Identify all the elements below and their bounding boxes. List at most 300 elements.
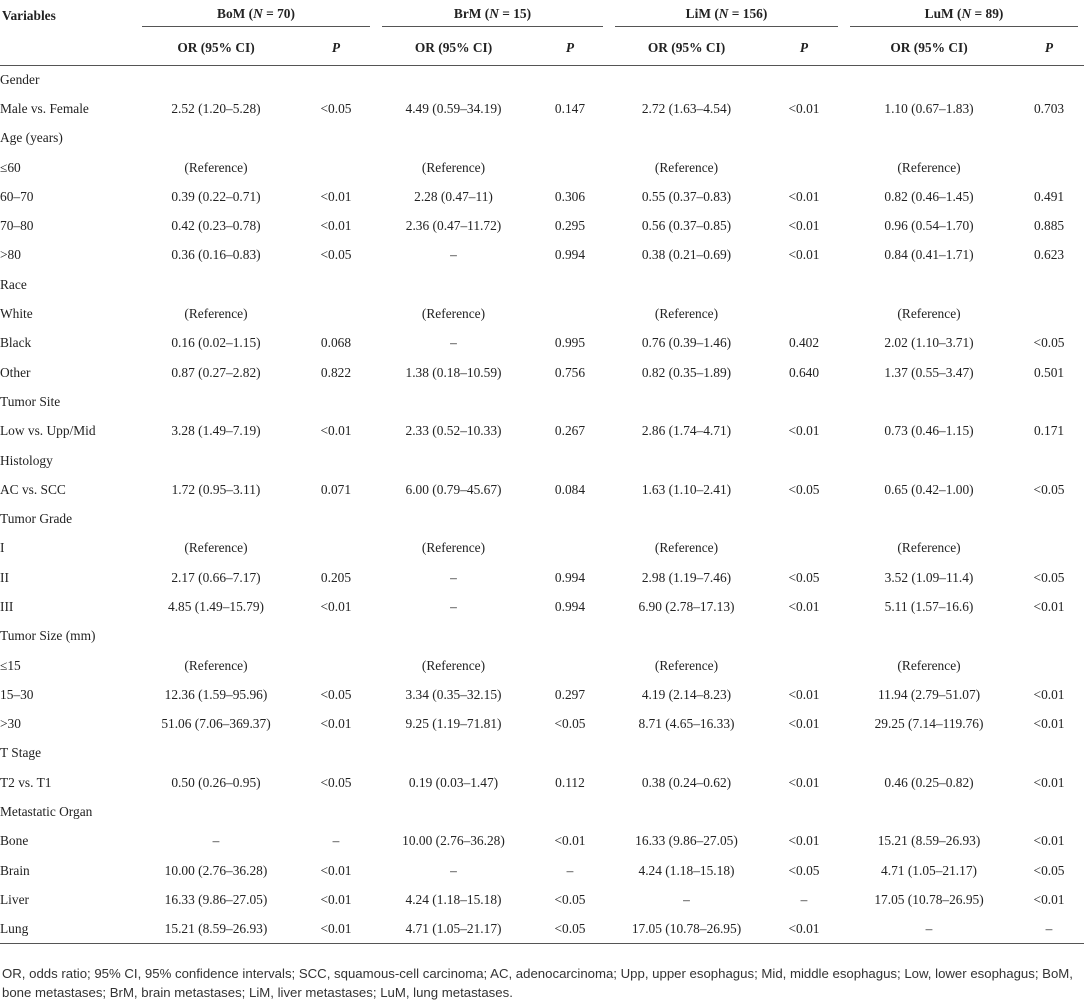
or-cell: 1.37 (0.55–3.47) xyxy=(884,364,974,380)
p-cell: 0.623 xyxy=(1033,247,1065,263)
p-cell: <0.05 xyxy=(320,774,352,790)
or-cell xyxy=(136,622,296,651)
p-cell: <0.01 xyxy=(788,686,820,702)
or-cell: 2.02 (1.10–3.71) xyxy=(884,335,974,351)
table-row xyxy=(0,768,1084,797)
or-cell: 9.25 (1.19–71.81) xyxy=(405,716,502,732)
group-header-row xyxy=(0,0,1084,32)
p-cell xyxy=(764,270,844,299)
p-cell: <0.01 xyxy=(764,915,844,944)
p-cell xyxy=(764,739,844,768)
table-row xyxy=(0,856,1084,885)
or-cell xyxy=(136,124,296,153)
or-header: OR (95% CI) xyxy=(376,32,531,65)
p-cell: <0.01 xyxy=(296,915,376,944)
or-cell xyxy=(376,446,531,475)
p-cell: 0.068 xyxy=(320,335,352,351)
or-cell xyxy=(376,387,531,416)
or-cell: (Reference) xyxy=(421,657,486,673)
or-cell: (Reference) xyxy=(654,657,719,673)
variables-header: Variables xyxy=(2,8,56,23)
p-header: P xyxy=(764,32,844,65)
or-cell xyxy=(376,739,531,768)
p-cell: – xyxy=(332,833,340,849)
p-cell xyxy=(531,153,609,182)
p-cell xyxy=(1014,622,1084,651)
table-row xyxy=(0,153,1084,182)
or-cell xyxy=(136,739,296,768)
row-label: 70–80 xyxy=(0,218,34,234)
or-cell: 8.71 (4.65–16.33) xyxy=(638,716,735,732)
or-cell: (Reference) xyxy=(654,540,719,556)
p-cell: 0.994 xyxy=(554,247,586,263)
p-cell: <0.05 xyxy=(788,569,820,585)
category-label: Age (years) xyxy=(0,130,63,146)
p-cell: 0.267 xyxy=(554,423,586,439)
p-cell: <0.05 xyxy=(1033,569,1065,585)
row-label: Male vs. Female xyxy=(0,100,89,116)
or-header: OR (95% CI) xyxy=(609,32,764,65)
p-cell: <0.01 xyxy=(788,188,820,204)
p-cell xyxy=(296,797,376,826)
or-cell: (Reference) xyxy=(654,306,719,322)
p-cell: <0.05 xyxy=(320,100,352,116)
or-cell: 0.73 (0.46–1.15) xyxy=(884,423,974,439)
p-cell: – xyxy=(566,862,574,878)
p-cell: <0.01 xyxy=(788,833,820,849)
or-cell: – xyxy=(450,598,457,614)
category-row xyxy=(0,387,1084,416)
p-cell xyxy=(296,534,376,563)
p-cell: 0.112 xyxy=(555,774,585,790)
p-cell xyxy=(531,270,609,299)
or-cell xyxy=(844,739,1014,768)
or-cell: 2.86 (1.74–4.71) xyxy=(641,423,732,439)
p-cell xyxy=(764,387,844,416)
p-cell: 0.295 xyxy=(554,218,586,234)
p-cell xyxy=(531,622,609,651)
p-cell xyxy=(296,651,376,680)
category-row xyxy=(0,797,1084,826)
or-cell: 4.71 (1.05–21.17) xyxy=(376,915,531,944)
or-cell xyxy=(136,504,296,533)
p-cell: <0.01 xyxy=(320,423,352,439)
p-cell xyxy=(531,651,609,680)
or-cell xyxy=(609,739,764,768)
row-label: Brain xyxy=(0,862,30,878)
p-cell: – xyxy=(800,891,808,907)
p-cell: <0.01 xyxy=(788,423,820,439)
table-footnote: OR, odds ratio; 95% CI, 95% confidence intervals; SCC, squamous-cell carcinoma; AC, adenocarcinoma; Upp, upper esophagus; Mid, middle esophagus; Low, lower esophagus; BoM, bone metastases; BrM, brain metastases; LiM, liver metastases; LuM, lung metastases. xyxy=(2,966,1073,1000)
p-cell xyxy=(531,504,609,533)
or-cell: (Reference) xyxy=(654,159,719,175)
or-cell: – xyxy=(450,569,457,585)
p-cell: 0.147 xyxy=(554,100,586,116)
or-cell: 0.55 (0.37–0.83) xyxy=(641,188,732,204)
p-cell: <0.01 xyxy=(320,862,352,878)
p-cell xyxy=(296,65,376,94)
row-label: >80 xyxy=(0,247,21,263)
group-header-brm: BrM (N = 15) xyxy=(376,0,609,32)
or-cell: 4.85 (1.49–15.79) xyxy=(168,598,264,614)
table-body xyxy=(0,65,1084,944)
or-cell: – xyxy=(450,335,457,351)
or-cell: 4.19 (2.14–8.23) xyxy=(641,686,732,702)
p-cell: 0.822 xyxy=(320,364,352,380)
table-row xyxy=(0,182,1084,211)
category-label: T Stage xyxy=(0,745,42,761)
or-cell xyxy=(844,124,1014,153)
table-row xyxy=(0,299,1084,328)
or-cell: 0.84 (0.41–1.71) xyxy=(884,247,974,263)
or-cell xyxy=(136,270,296,299)
or-cell: 0.38 (0.24–0.62) xyxy=(641,774,732,790)
p-cell: <0.05 xyxy=(320,686,352,702)
row-label: I xyxy=(0,540,5,556)
category-label: Race xyxy=(0,276,27,292)
or-cell: 1.38 (0.18–10.59) xyxy=(405,364,502,380)
or-cell xyxy=(609,797,764,826)
p-cell: <0.05 xyxy=(320,247,352,263)
or-cell: (Reference) xyxy=(897,540,961,556)
p-cell xyxy=(764,124,844,153)
or-cell: (Reference) xyxy=(897,306,961,322)
or-cell: 17.05 (10.78–26.95) xyxy=(609,915,764,944)
empty-header-cell xyxy=(0,32,136,65)
or-cell xyxy=(136,387,296,416)
table-row xyxy=(0,241,1084,270)
table-row xyxy=(0,710,1084,739)
table-row xyxy=(0,534,1084,563)
or-cell xyxy=(844,270,1014,299)
row-label: ≤15 xyxy=(0,657,21,673)
or-cell: 0.76 (0.39–1.46) xyxy=(641,335,732,351)
p-cell xyxy=(1014,797,1084,826)
table-row xyxy=(0,680,1084,709)
or-cell xyxy=(609,270,764,299)
p-cell: 0.501 xyxy=(1033,364,1065,380)
p-cell xyxy=(531,124,609,153)
table-row xyxy=(0,651,1084,680)
or-cell xyxy=(609,504,764,533)
p-cell: 0.994 xyxy=(554,569,586,585)
or-cell: 11.94 (2.79–51.07) xyxy=(877,686,981,702)
p-cell: <0.01 xyxy=(1033,686,1065,702)
or-cell: 0.87 (0.27–2.82) xyxy=(171,364,261,380)
p-cell xyxy=(764,504,844,533)
row-label: 15–30 xyxy=(0,686,34,702)
or-cell: 0.19 (0.03–1.47) xyxy=(408,774,499,790)
category-label: Histology xyxy=(0,452,53,468)
p-cell: – xyxy=(1014,915,1084,944)
or-cell: 2.72 (1.63–4.54) xyxy=(641,100,732,116)
p-cell xyxy=(1014,124,1084,153)
p-cell xyxy=(764,446,844,475)
or-cell: 10.00 (2.76–36.28) xyxy=(164,862,268,878)
or-cell: 0.46 (0.25–0.82) xyxy=(884,774,974,790)
row-label: ≤60 xyxy=(0,159,21,175)
p-cell: <0.01 xyxy=(320,218,352,234)
p-cell xyxy=(531,387,609,416)
or-cell xyxy=(609,446,764,475)
table-row xyxy=(0,592,1084,621)
p-cell xyxy=(764,299,844,328)
or-cell: 1.72 (0.95–3.11) xyxy=(171,481,261,497)
p-cell xyxy=(1014,153,1084,182)
row-label: >30 xyxy=(0,716,21,732)
or-cell: (Reference) xyxy=(421,159,486,175)
p-cell xyxy=(296,446,376,475)
or-cell xyxy=(844,446,1014,475)
p-cell xyxy=(296,387,376,416)
or-cell: 5.11 (1.57–16.6) xyxy=(884,598,974,614)
or-cell xyxy=(609,622,764,651)
category-label: Tumor Site xyxy=(0,393,61,409)
p-cell: 0.306 xyxy=(554,188,586,204)
p-cell: <0.01 xyxy=(554,833,586,849)
table-row xyxy=(0,211,1084,240)
category-row xyxy=(0,65,1084,94)
or-cell: (Reference) xyxy=(184,657,248,673)
or-cell: 6.90 (2.78–17.13) xyxy=(638,598,735,614)
table-row xyxy=(0,329,1084,358)
or-cell: 0.39 (0.22–0.71) xyxy=(171,188,261,204)
or-cell: 0.65 (0.42–1.00) xyxy=(884,481,974,497)
p-cell: 0.703 xyxy=(1033,100,1065,116)
p-cell xyxy=(296,739,376,768)
p-header: P xyxy=(1014,32,1084,65)
p-cell xyxy=(531,299,609,328)
p-header: P xyxy=(531,32,609,65)
p-cell xyxy=(1014,65,1084,94)
or-cell: – xyxy=(212,833,220,849)
or-cell: (Reference) xyxy=(184,540,248,556)
or-cell xyxy=(376,65,531,94)
p-cell xyxy=(296,270,376,299)
p-cell xyxy=(531,739,609,768)
or-cell: 2.98 (1.19–7.46) xyxy=(641,569,732,585)
p-cell xyxy=(1014,651,1084,680)
or-cell: 2.28 (0.47–11) xyxy=(414,188,493,204)
or-cell xyxy=(136,797,296,826)
or-cell xyxy=(376,124,531,153)
p-cell: <0.05 xyxy=(788,862,820,878)
row-label: III xyxy=(0,598,14,614)
p-cell: 0.205 xyxy=(320,569,352,585)
or-cell: 6.00 (0.79–45.67) xyxy=(405,481,502,497)
row-label: Other xyxy=(0,364,31,380)
category-label: Tumor Grade xyxy=(0,511,73,527)
or-header: OR (95% CI) xyxy=(844,32,1014,65)
p-cell xyxy=(764,153,844,182)
or-cell: 3.28 (1.49–7.19) xyxy=(171,423,261,439)
p-cell: 0.491 xyxy=(1033,188,1065,204)
or-cell: 0.16 (0.02–1.15) xyxy=(171,335,261,351)
p-cell xyxy=(1014,739,1084,768)
group-header-lim: LiM (N = 156) xyxy=(609,0,844,32)
category-row xyxy=(0,622,1084,651)
p-cell: <0.01 xyxy=(788,598,820,614)
or-cell: (Reference) xyxy=(897,159,961,175)
or-cell: 10.00 (2.76–36.28) xyxy=(402,833,505,849)
or-cell xyxy=(376,797,531,826)
or-cell: (Reference) xyxy=(421,540,486,556)
p-cell: <0.01 xyxy=(320,716,352,732)
p-cell xyxy=(764,534,844,563)
row-label: 60–70 xyxy=(0,188,34,204)
row-label: II xyxy=(0,569,9,585)
or-cell: (Reference) xyxy=(897,657,961,673)
p-cell: <0.01 xyxy=(788,247,820,263)
table-row xyxy=(0,475,1084,504)
p-cell: <0.01 xyxy=(1033,598,1065,614)
or-cell: 0.56 (0.37–0.85) xyxy=(641,218,732,234)
or-cell: 4.24 (1.18–15.18) xyxy=(405,891,502,907)
p-cell xyxy=(764,797,844,826)
row-label: Black xyxy=(0,335,32,351)
p-cell: 0.071 xyxy=(320,481,352,497)
p-cell: <0.05 xyxy=(788,481,820,497)
category-label: Metastatic Organ xyxy=(0,804,93,820)
or-cell: 29.25 (7.14–119.76) xyxy=(874,716,984,732)
p-cell: <0.01 xyxy=(788,100,820,116)
p-cell: <0.01 xyxy=(1033,774,1065,790)
row-label: White xyxy=(0,306,33,322)
p-cell: 0.994 xyxy=(554,598,586,614)
or-cell: 0.82 (0.46–1.45) xyxy=(884,188,974,204)
p-cell: 0.297 xyxy=(554,686,586,702)
p-cell: <0.01 xyxy=(1033,891,1065,907)
category-row xyxy=(0,504,1084,533)
p-cell xyxy=(1014,446,1084,475)
row-label: Liver xyxy=(0,891,29,907)
p-cell xyxy=(764,622,844,651)
category-row xyxy=(0,270,1084,299)
or-cell: – xyxy=(450,247,457,263)
or-cell: 15.21 (8.59–26.93) xyxy=(877,833,981,849)
p-cell: <0.01 xyxy=(1033,716,1065,732)
or-cell: 0.82 (0.35–1.89) xyxy=(641,364,732,380)
category-row xyxy=(0,739,1084,768)
category-row xyxy=(0,446,1084,475)
table-row xyxy=(0,915,1084,944)
row-label: Lung xyxy=(0,915,136,944)
or-cell: (Reference) xyxy=(184,159,248,175)
p-cell: <0.01 xyxy=(320,188,352,204)
p-cell xyxy=(296,622,376,651)
or-cell: 4.49 (0.59–34.19) xyxy=(405,100,502,116)
p-cell xyxy=(1014,504,1084,533)
p-cell xyxy=(1014,387,1084,416)
p-cell xyxy=(1014,299,1084,328)
or-cell: 12.36 (1.59–95.96) xyxy=(164,686,268,702)
p-cell: <0.05 xyxy=(1033,862,1065,878)
or-cell xyxy=(844,622,1014,651)
or-cell xyxy=(844,65,1014,94)
or-cell xyxy=(376,504,531,533)
or-cell: 16.33 (9.86–27.05) xyxy=(164,891,268,907)
p-cell: <0.01 xyxy=(788,218,820,234)
or-cell: 3.52 (1.09–11.4) xyxy=(884,569,974,585)
or-cell: 0.36 (0.16–0.83) xyxy=(171,247,261,263)
group-header-bom: BoM (N = 70) xyxy=(136,0,376,32)
p-cell: <0.05 xyxy=(554,891,586,907)
or-cell: 1.10 (0.67–1.83) xyxy=(884,100,974,116)
or-cell: 0.96 (0.54–1.70) xyxy=(884,218,974,234)
or-cell: 16.33 (9.86–27.05) xyxy=(635,833,738,849)
table-row xyxy=(0,885,1084,914)
or-cell: – xyxy=(844,915,1014,944)
or-cell xyxy=(376,270,531,299)
or-cell: 0.50 (0.26–0.95) xyxy=(171,774,261,790)
or-cell: 2.52 (1.20–5.28) xyxy=(171,100,261,116)
category-label: Gender xyxy=(0,71,40,87)
p-cell: 0.756 xyxy=(554,364,586,380)
or-cell: 2.17 (0.66–7.17) xyxy=(171,569,261,585)
category-label: Tumor Size (mm) xyxy=(0,628,96,644)
or-cell: 2.33 (0.52–10.33) xyxy=(405,423,502,439)
p-cell xyxy=(296,153,376,182)
or-cell xyxy=(376,622,531,651)
subheader-row xyxy=(0,32,1084,65)
or-cell xyxy=(844,797,1014,826)
p-cell: <0.05 xyxy=(1033,481,1065,497)
p-cell: <0.01 xyxy=(788,716,820,732)
or-cell xyxy=(136,446,296,475)
category-row xyxy=(0,124,1084,153)
or-cell xyxy=(609,387,764,416)
or-cell xyxy=(844,387,1014,416)
p-cell: 0.171 xyxy=(1033,423,1065,439)
p-cell: 0.885 xyxy=(1033,218,1065,234)
p-cell: 0.402 xyxy=(788,335,820,351)
or-cell xyxy=(844,504,1014,533)
p-cell: <0.01 xyxy=(1033,833,1065,849)
table-row xyxy=(0,94,1084,123)
p-cell xyxy=(1014,534,1084,563)
or-cell: 4.71 (1.05–21.17) xyxy=(881,862,977,878)
or-cell: 1.63 (1.10–2.41) xyxy=(641,481,732,497)
p-cell xyxy=(296,299,376,328)
p-cell xyxy=(296,124,376,153)
or-cell: 0.38 (0.21–0.69) xyxy=(641,247,732,263)
p-cell: 0.995 xyxy=(554,335,586,351)
table-row xyxy=(0,417,1084,446)
group-header-lum: LuM (N = 89) xyxy=(844,0,1084,32)
or-cell: – xyxy=(450,862,457,878)
or-cell: (Reference) xyxy=(184,306,248,322)
p-cell xyxy=(531,797,609,826)
p-cell xyxy=(764,65,844,94)
or-cell: – xyxy=(683,891,690,907)
p-header: P xyxy=(296,32,376,65)
p-cell xyxy=(296,504,376,533)
p-cell: <0.05 xyxy=(554,716,586,732)
table-row xyxy=(0,358,1084,387)
or-cell: 0.42 (0.23–0.78) xyxy=(171,218,261,234)
or-cell: 15.21 (8.59–26.93) xyxy=(136,915,296,944)
table-row xyxy=(0,827,1084,856)
p-cell xyxy=(1014,270,1084,299)
p-cell xyxy=(531,534,609,563)
p-cell: <0.05 xyxy=(531,915,609,944)
p-cell: <0.01 xyxy=(320,891,352,907)
table-row xyxy=(0,563,1084,592)
row-label: Bone xyxy=(0,833,29,849)
p-cell: 0.640 xyxy=(788,364,820,380)
or-cell: 17.05 (10.78–26.95) xyxy=(874,891,984,907)
or-cell: 4.24 (1.18–15.18) xyxy=(638,862,735,878)
